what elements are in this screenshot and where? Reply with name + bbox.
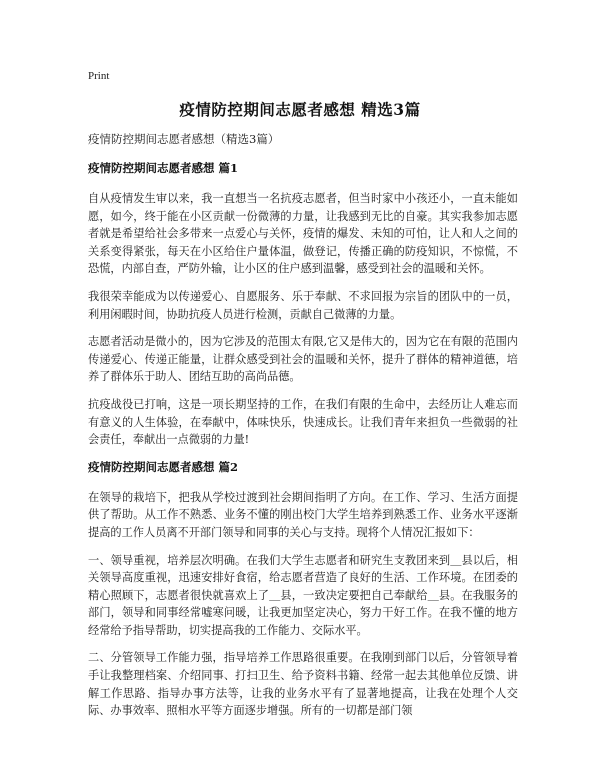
print-link[interactable]: Print <box>88 70 110 82</box>
paragraph: 志愿者活动是微小的，因为它涉及的范围太有限,它又是伟大的，因为它在有限的范围内传递爱心、传递正能量，让群众感受到社会的温暖和关怀，提升了群体的精神道德，培养了群体乐于助人、团结互助的高尚品德。 <box>88 335 518 384</box>
paragraph: 二、分管领导工作能力强，指导培养工作思路很重要。在我刚到部门以后，分管领导着手让我整理档案、介绍同事、打扫卫生、给予资料书籍、经常一起去其他单位反馈、讲解工作思路、指导办事方法等，让我的业务水平有了显著地提高，让我在处理个人交际、办事效率、照相水平等方面逐步增强。所有的一切都是部门领 <box>88 651 518 718</box>
section-2 <box>88 459 518 720</box>
section-heading: 疫情防控期间志愿者感想 篇2 <box>88 459 239 474</box>
document-content <box>88 160 518 730</box>
paragraph: 在领导的栽培下，把我从学校过渡到社会期间指明了方向。在工作、学习、生活方面提供了帮助。从工作不熟悉、业务不懂的刚出校门大学生培养到熟悉工作、业务水平逐渐提高的工作人员离不开部门领导和同事的关心与支持。现将个人情况汇报如下： <box>88 490 518 539</box>
paragraph: 抗疫战役已打响，这是一项长期坚持的工作，在我们有限的生命中，去经历让人难忘而有意义的人生体验，在奉献中，体味快乐，快速成长。让我们青年来担负一些微弱的社会责任，奉献出一点微弱的力量! <box>88 397 518 447</box>
page-title: 疫情防控期间志愿者感想 精选3篇 <box>179 100 421 119</box>
page-subtitle: 疫情防控期间志愿者感想（精选3篇） <box>88 132 280 146</box>
paragraph: 自从疫情发生审以来，我一直想当一名抗疫志愿者，但当时家中小孩还小，一直未能如愿，如今，终于能在小区贡献一份微薄的力量，让我感到无比的自豪。其实我参加志愿者就是希望给社会多带来一点爱心与关怀，疫情的爆发、未知的可怕，让人和人之间的关系变得紧张，每天在小区给住户量体温，做登记，传播正确的防疫知识，不惊慌，不恐慌，内部自查，严防外输，让小区的住户感到温馨，感受到社会的温暖和关怀。 <box>88 192 518 276</box>
section-heading: 疫情防控期间志愿者感想 篇1 <box>88 161 239 175</box>
paragraph: 一、领导重视，培养层次明确。在我们大学生志愿者和研究生支教团来到＿县以后，相关领导高度重视，迅速安排好食宿，给志愿者营造了良好的生活、工作环境。在团委的精心照顾下，志愿者很快就喜欢上了＿县，一致决定要把自己奉献给＿县。在我服务的部门，领导和同事经常嘘寒问暖，让我更加坚定决心，努力干好工作。在我不懂的地方经常给予指导帮助，切实提高我的工作能力、交际水平。 <box>88 553 518 637</box>
paragraph: 我很荣幸能成为以传递爱心、自愿服务、乐于奉献、不求回报为宗旨的团队中的一员，利用闲暇时间，协助抗疫人员进行检测，贡献自己微薄的力量。 <box>88 289 518 321</box>
section-1 <box>88 160 518 449</box>
